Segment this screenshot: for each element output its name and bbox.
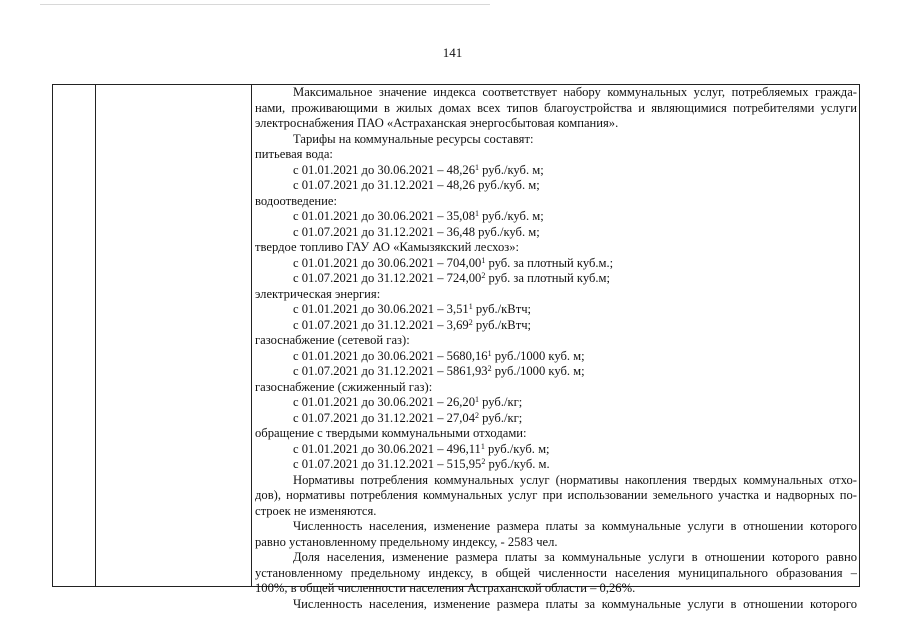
text-line-tail: руб./кг; <box>479 410 523 425</box>
text-line-main: водоотведение: <box>255 193 337 208</box>
text-line-tail: руб. за плотный куб.м.; <box>485 255 614 270</box>
text-line-main: Доля населения, изменение размера платы за коммунальные услуги в отношении которого равно <box>293 550 857 564</box>
footnote-marker: 1 <box>481 255 486 265</box>
text-line <box>255 209 857 225</box>
text-line-main: дов), нормативы потребления коммунальных услуг при использовании земельного участка и надворных по- <box>255 488 857 502</box>
text-line-main: Максимальное значение индекса соответствует набору коммунальных услуг, потребляемых гражда- <box>293 85 857 99</box>
text-line <box>255 101 857 117</box>
footnote-marker: 1 <box>480 441 485 451</box>
text-line <box>255 550 857 566</box>
text-line-main: с 01.01.2021 до 30.06.2021 – 704,00 <box>293 255 482 270</box>
footnote-marker: 1 <box>468 302 473 311</box>
text-line <box>255 178 857 194</box>
text-line <box>255 163 857 179</box>
document-table <box>52 84 860 611</box>
text-line-main: газоснабжение (сетевой газ): <box>255 333 410 347</box>
text-line <box>255 411 857 427</box>
text-line-tail: руб./кВтч; <box>472 302 532 316</box>
text-line-tail: руб./куб. м. <box>485 457 550 471</box>
scan-top-edge <box>40 4 490 5</box>
text-line-main: с 01.07.2021 до 31.12.2021 – 3,69 <box>293 317 469 332</box>
text-line <box>255 581 857 597</box>
text-line-main: равно установленному предельному индексу, - 2583 чел. <box>255 534 558 549</box>
page-number: 141 <box>442 45 463 60</box>
text-line-main: Численность населения, изменение размера платы за коммунальные услуги в отношении которого <box>293 519 857 533</box>
text-line-main: установленному предельному индексу, в общей численности населения муниципального образования – <box>255 565 857 580</box>
footnote-marker: 2 <box>468 317 473 327</box>
text-line <box>255 488 857 504</box>
text-line-main: Нормативы потребления коммунальных услуг (нормативы накопления твердых коммунальных отхо- <box>293 472 857 487</box>
text-line-main: с 01.01.2021 до 30.06.2021 – 5680,16 <box>293 348 488 363</box>
footnote-marker: 2 <box>481 457 486 466</box>
text-line-main: с 01.01.2021 до 30.06.2021 – 48,26 <box>293 162 476 177</box>
text-line-main: с 01.01.2021 до 30.06.2021 – 3,51 <box>293 302 469 316</box>
text-line-tail: руб./кг; <box>479 395 523 409</box>
text-line-main: обращение с твердыми коммунальными отходами: <box>255 426 527 440</box>
text-line-main: с 01.01.2021 до 30.06.2021 – 496,11 <box>293 441 481 456</box>
text-line-main: строек не изменяются. <box>255 503 377 518</box>
text-line <box>255 225 857 241</box>
text-line-tail: руб. за плотный куб.м; <box>485 271 610 285</box>
text-line <box>255 116 857 132</box>
text-line <box>255 271 857 287</box>
footnote-marker: 2 <box>481 271 486 280</box>
text-line-main: питьевая вода: <box>255 147 333 161</box>
text-line <box>255 457 857 473</box>
text-line-main: с 01.07.2021 до 31.12.2021 – 515,95 <box>293 457 482 471</box>
text-line-main: электрическая энергия: <box>255 286 381 301</box>
text-line-main: с 01.07.2021 до 31.12.2021 – 48,26 руб./куб. м; <box>293 178 540 192</box>
text-line <box>255 566 857 582</box>
table-column-divider <box>95 85 96 586</box>
text-line-main: с 01.07.2021 до 31.12.2021 – 36,48 руб./куб. м; <box>293 224 540 239</box>
text-line-main: Численность населения, изменение размера платы за коммунальные услуги в отношении которого <box>293 596 857 611</box>
text-line <box>255 302 857 318</box>
table-content-cell <box>255 85 857 612</box>
text-line-tail: руб./куб. м; <box>479 162 544 177</box>
footnote-marker: 1 <box>475 395 480 404</box>
text-line-tail: руб./1000 куб. м; <box>491 364 585 378</box>
text-line <box>255 333 857 349</box>
text-line <box>255 535 857 551</box>
text-line-tail: руб./1000 куб. м; <box>491 348 585 363</box>
text-line-main: электроснабжения ПАО «Астраханская энергосбытовая компания». <box>255 116 619 130</box>
text-line-main: Тарифы на коммунальные ресурсы составят: <box>293 131 534 146</box>
text-line <box>255 426 857 442</box>
text-line <box>255 395 857 411</box>
text-line <box>255 597 857 613</box>
text-line-main: с 01.07.2021 до 31.12.2021 – 5861,93 <box>293 364 488 378</box>
table-column-divider <box>251 85 252 586</box>
text-line-main: газоснабжение (сжиженный газ): <box>255 379 433 394</box>
text-line <box>255 287 857 303</box>
footnote-marker: 1 <box>487 348 492 358</box>
text-line <box>255 380 857 396</box>
text-line-main: с 01.07.2021 до 31.12.2021 – 724,00 <box>293 271 482 285</box>
text-line <box>255 349 857 365</box>
footnote-marker: 1 <box>475 209 480 218</box>
text-line-main: с 01.01.2021 до 30.06.2021 – 26,20 <box>293 395 476 409</box>
text-line <box>255 504 857 520</box>
footnote-marker: 2 <box>475 410 480 420</box>
text-line <box>255 364 857 380</box>
footnote-marker: 2 <box>487 364 492 373</box>
text-line-main: с 01.07.2021 до 31.12.2021 – 27,04 <box>293 410 476 425</box>
text-line-tail: руб./куб. м; <box>479 209 544 223</box>
text-line-main: твердое топливо ГАУ АО «Камызякский лесхоз»: <box>255 240 520 254</box>
text-line <box>255 194 857 210</box>
text-line <box>255 147 857 163</box>
text-line <box>255 519 857 535</box>
text-line <box>255 85 857 101</box>
text-line-tail: руб./кВтч; <box>472 317 532 332</box>
text-line <box>255 473 857 489</box>
text-line-tail: руб./куб. м; <box>484 441 550 456</box>
text-line-main: с 01.01.2021 до 30.06.2021 – 35,08 <box>293 209 476 223</box>
text-line-main: 100%, в общей численности населения Астраханской области – 0,26%. <box>255 581 636 595</box>
text-line-main: нами, проживающими в жилых домах всех типов благоустройства и являющимися потребителями услуги <box>255 100 857 115</box>
text-line <box>255 256 857 272</box>
text-line <box>255 240 857 256</box>
text-line <box>255 442 857 458</box>
text-line <box>255 318 857 334</box>
footnote-marker: 1 <box>475 162 480 172</box>
text-line <box>255 132 857 148</box>
